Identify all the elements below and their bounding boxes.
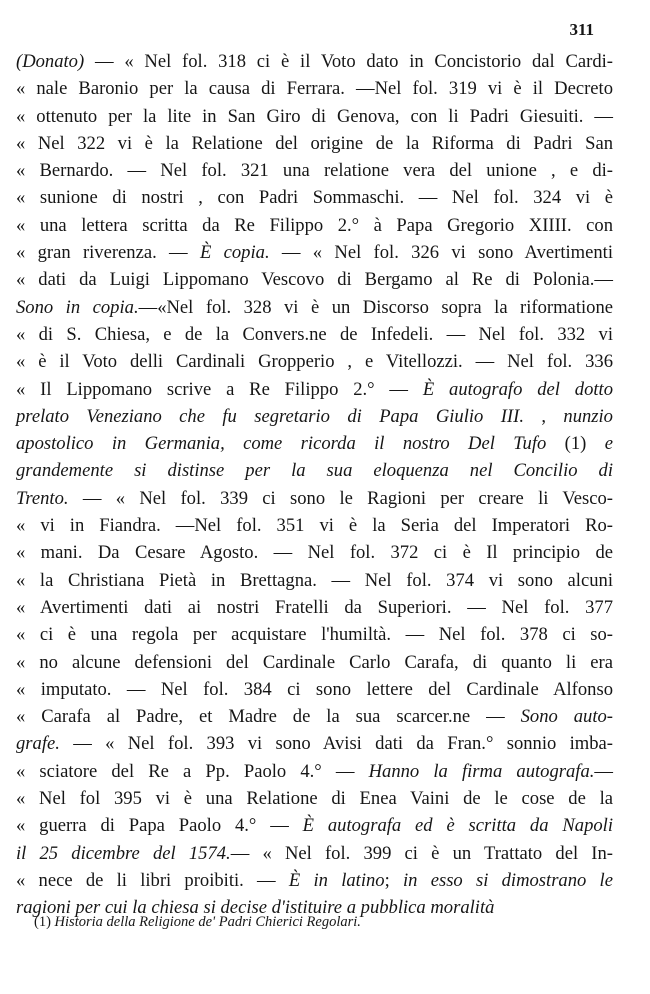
text-line	[16, 649, 613, 676]
text-line	[16, 730, 613, 757]
text-segment: « gran riverenza. —	[16, 242, 200, 264]
text-segment: — « Nel fol. 393 vi sono Avisi dati da Fran.° sonnio imba-	[59, 733, 613, 755]
text-segment: — « Nel fol. 326 vi sono Avertimenti	[269, 242, 614, 264]
text-line	[16, 157, 613, 184]
text-segment: « sunione di nostri , con Padri Sommaschi. — Nel fol. 324 vi è	[16, 187, 613, 209]
text-line	[16, 212, 613, 239]
text-segment: ;	[384, 869, 403, 891]
text-line	[16, 48, 613, 75]
text-line	[16, 376, 613, 403]
text-segment: — « Nel fol. 399 ci è un Trattato del In-	[230, 842, 613, 864]
text-line	[16, 184, 613, 211]
text-segment: — « Nel fol. 339 ci sono le Ragioni per creare li Vesco-	[68, 487, 613, 509]
text-segment: « Nel fol 395 vi è una Relatione di Enea Vaini de le cose de la	[16, 788, 613, 810]
text-line	[16, 512, 613, 539]
text-segment: « mani. Da Cesare Agosto. — Nel fol. 372 ci è Il principio de	[16, 542, 613, 564]
text-segment: nunzio	[563, 405, 613, 427]
text-segment: apostolico in Germania, come ricorda il nostro Del Tufo	[16, 433, 547, 455]
text-segment: « Il Lippomano scrive a Re Filippo 2.° —	[16, 378, 423, 400]
text-line	[16, 103, 613, 130]
text-line	[16, 130, 613, 157]
text-segment: in esso si dimostrano le	[403, 869, 613, 891]
text-line	[16, 266, 613, 293]
text-segment: Trento.	[16, 487, 69, 509]
text-segment: —	[594, 760, 613, 782]
text-segment: grafe.	[16, 733, 60, 755]
text-segment: « no alcune defensioni del Cardinale Carlo Carafa, di quanto li era	[16, 651, 613, 673]
text-segment: —«Nel fol. 328 vi è un Discorso sopra la riformatione	[138, 296, 613, 318]
footnote	[34, 914, 361, 931]
text-line	[16, 539, 613, 566]
text-line	[16, 75, 613, 102]
text-segment: « dati da Luigi Lippomano Vescovo di Bergamo al Re di Polonia.—	[16, 269, 613, 291]
text-segment: — « Nel fol. 318 ci è il Voto dato in Concistorio dal Cardi-	[84, 51, 613, 72]
text-line	[16, 785, 613, 812]
page-number: 311	[569, 20, 594, 39]
text-segment: « nece de li libri proibiti. —	[16, 869, 289, 891]
text-line	[16, 567, 613, 594]
text-segment: Sono auto-	[520, 706, 613, 728]
text-line	[16, 348, 613, 375]
text-line	[16, 840, 613, 867]
text-segment: È in latino	[288, 869, 385, 891]
text-segment: (1)	[546, 433, 605, 455]
footnote-segment: (1)	[34, 914, 55, 930]
text-segment: « è il Voto delli Cardinali Gropperio , e Vitellozzi. — Nel fol. 336	[16, 351, 613, 373]
text-segment: grandemente si distinse per la sua eloquenza nel Concilio di	[16, 460, 613, 482]
text-line	[16, 812, 613, 839]
text-line	[16, 758, 613, 785]
text-segment: ragioni per cui la chiesa si decise d'istituire a pubblica moralità	[16, 897, 495, 919]
text-segment: « una lettera scritta da Re Filippo 2.° à Papa Gregorio XIIII. con	[16, 214, 613, 236]
text-segment: Sono in copia.	[16, 296, 139, 318]
text-segment: « Carafa al Padre, et Madre de la sua scarcer.ne —	[16, 706, 521, 728]
text-segment: e	[604, 433, 613, 455]
text-line	[16, 594, 613, 621]
text-line	[16, 430, 613, 457]
text-segment: il 25 dicembre del 1574.	[16, 842, 231, 864]
text-segment: « Nel 322 vi è la Relatione del origine de la Riforma di Padri San	[16, 132, 613, 154]
text-segment: « guerra di Papa Paolo 4.° —	[16, 815, 303, 837]
text-line	[16, 703, 613, 730]
text-segment: « imputato. — Nel fol. 384 ci sono lettere del Cardinale Alfonso	[16, 678, 613, 700]
footnote-segment: Historia della Religione de' Padri Chierici Regolari.	[54, 914, 361, 930]
body-text	[16, 48, 613, 922]
text-line	[16, 321, 613, 348]
text-line	[16, 294, 613, 321]
text-segment: ,	[523, 405, 564, 427]
text-segment: « Bernardo. — Nel fol. 321 una relatione vera del unione , e di-	[16, 160, 613, 182]
text-line	[16, 485, 613, 512]
text-segment: « ci è una regola per acquistare l'humiltà. — Nel fol. 378 ci so-	[16, 624, 613, 646]
text-segment: Hanno la firma autografa.	[368, 760, 595, 782]
text-segment: « vi in Fiandra. —Nel fol. 351 vi è la Seria del Imperatori Ro-	[16, 515, 613, 537]
text-segment: « nale Baronio per la causa di Ferrara. —Nel fol. 319 vi è il Decreto	[16, 78, 613, 100]
text-segment: prelato Veneziano che fu segretario di Papa Giulio III.	[16, 405, 524, 427]
text-segment: « la Christiana Pietà in Brettagna. — Nel fol. 374 vi sono alcuni	[16, 569, 613, 591]
text-segment: « ottenuto per la lite in San Giro di Genova, con li Padri Giesuiti. —	[16, 105, 613, 127]
text-segment: « Avertimenti dati ai nostri Fratelli da Superiori. — Nel fol. 377	[16, 596, 613, 618]
text-segment: « di S. Chiesa, e de la Convers.ne de Infedeli. — Nel fol. 332 vi	[16, 323, 613, 345]
text-segment: « sciatore del Re a Pp. Paolo 4.° —	[16, 760, 369, 782]
text-segment: È copia.	[199, 242, 270, 264]
text-line	[16, 867, 613, 894]
text-line	[16, 621, 613, 648]
text-segment: È autografa ed è scritta da Napoli	[302, 815, 613, 837]
text-segment: È autografo del dotto	[422, 378, 613, 400]
text-line	[16, 457, 613, 484]
text-segment: (Donato)	[16, 51, 85, 72]
text-line	[16, 676, 613, 703]
text-line	[16, 239, 613, 266]
text-line	[16, 403, 613, 430]
